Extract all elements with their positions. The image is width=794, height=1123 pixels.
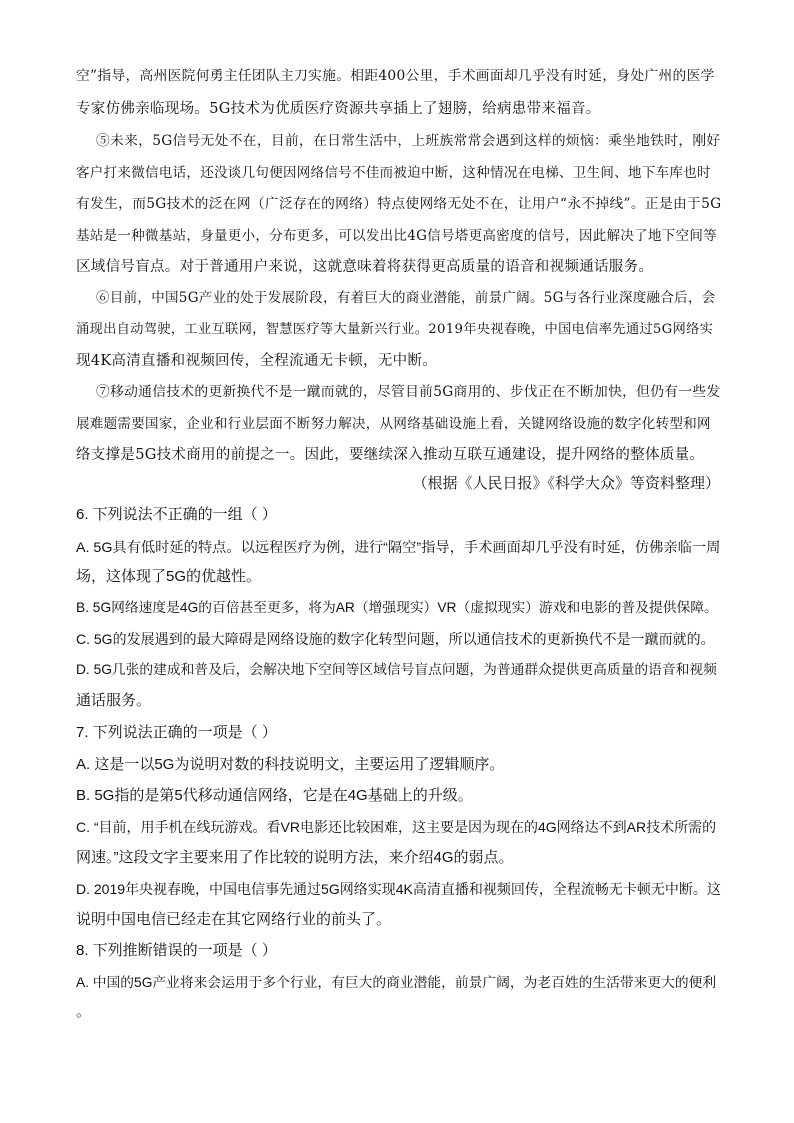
question-6-stem: 6. 下列说法不正确的一组（ ） xyxy=(76,506,277,523)
question-8-stem: 8. 下列推断错误的一项是（ ） xyxy=(76,942,277,959)
passage-line: 客户打来微信电话，还没谈几句便因网络信号不佳而被迫中断，这种情况在电梯、卫生间、地下车库也时 xyxy=(76,165,711,181)
question-8-option-a-cont: 。 xyxy=(76,1003,92,1020)
question-7-option-a: A. 这是一以5G为说明对数的科技说明文，主要运用了逻辑顺序。 xyxy=(76,756,505,773)
passage-line: 空”指导，高州医院何勇主任团队主刀实施。相距400公里，手术画面却几乎没有时延，身处广州的医学 xyxy=(76,68,715,84)
question-6-option-a-cont: 场，这体现了5G的优越性。 xyxy=(76,568,262,585)
question-7-option-d-cont: 说明中国电信已经走在其它网络行业的前头了。 xyxy=(76,911,392,928)
question-8-option-a: A. 中国的5G产业将来会运用于多个行业，有巨大的商业潜能，前景广阔，为老百姓的生活带来更大的便利 xyxy=(76,975,717,990)
passage-line: 展难题需要国家，企业和行业层面不断努力解决，从网络基础设施上看，关键网络设施的数字化转型和网 xyxy=(76,416,711,432)
passage-line: 专家仿佛亲临现场。5G技术为优质医疗资源共享插上了翅膀，给病患带来福音。 xyxy=(76,101,601,117)
question-6-option-b: B. 5G网络速度是4G的百倍甚至更多，将为AR（增强现实）VR（虚拟现实）游戏和电影的普及提供保障。 xyxy=(76,600,718,615)
passage-paragraph-7: ⑦移动通信技术的更新换代不是一蹴而就的，尽管目前5G商用的、步伐正在不断加快，但仍有一些发 xyxy=(96,384,721,400)
passage-line: 络支撑是5G技术商用的前提之一。因此，要继续深入推动互联互通建设，提升网络的整体质量。 xyxy=(76,447,705,463)
question-7-stem: 7. 下列说法正确的一项是（ ） xyxy=(76,724,277,741)
passage-line: 现4K高清直播和视频回传，全程流通无卡顿，无中断。 xyxy=(76,353,438,369)
question-6-option-d: D. 5G几张的建成和普及后，会解决地下空间等区域信号盲点问题，为普通群众提供更高质量的语音和视频 xyxy=(76,662,717,677)
question-7-option-c-cont: 网速。”这段文字主要来用了作比较的说明方法，来介绍4G的弱点。 xyxy=(76,849,514,866)
passage-line: 区域信号盲点。对于普通用户来说，这就意味着将获得更高质量的语音和视频通话服务。 xyxy=(76,259,654,275)
question-6-option-c: C. 5G的发展遇到的最大障碍是网络设施的数字化转型问题，所以通信技术的更新换代不是一蹴而就的。 xyxy=(76,631,715,647)
question-7-option-c: C. “目前，用手机在线玩游戏。看VR电影还比较困难，这主要是因为现在的4G网络达不到AR技术所需的 xyxy=(76,819,717,835)
passage-paragraph-5: ⑤未来，5G信号无处不在，目前，在日常生活中，上班族常常会遇到这样的烦恼：乘坐地铁时，刚好 xyxy=(96,133,721,149)
question-6-option-d-cont: 通话服务。 xyxy=(76,692,152,709)
passage-line: 有发生，而5G技术的泛在网（广泛存在的网络）特点使网络无处不在，让用户“永不掉线”。正是由于5G xyxy=(76,196,722,212)
passage-paragraph-6: ⑥目前，中国5G产业的处于发展阶段，有着巨大的商业潜能，前景广阔。5G与各行业深度融合后，会 xyxy=(96,290,716,306)
question-7-option-b: B. 5G指的是第5代移动通信网络，它是在4G基础上的升级。 xyxy=(76,787,473,804)
question-7-option-d: D. 2019年央视春晚，中国电信事先通过5G网络实现4K高清直播和视频回传，全程流畅无卡顿无中断。这 xyxy=(76,881,721,897)
passage-source: （根据《人民日报》《科学大众》等资料整理） xyxy=(412,475,720,492)
question-6-option-a: A. 5G具有低时延的特点。以远程医疗为例，进行“隔空”指导，手术画面却几乎没有时延，仿佛亲临一周 xyxy=(76,540,721,556)
passage-line: 涌现出自动驾驶，工业互联网，智慧医疗等大量新兴行业。2019年央视春晚，中国电信率先通过5G网络实 xyxy=(76,322,714,337)
passage-line: 基站是一种微基站，身量更小，分布更多，可以发出比4G信号塔更高密度的信号，因此解决了地下空间等 xyxy=(76,228,717,244)
